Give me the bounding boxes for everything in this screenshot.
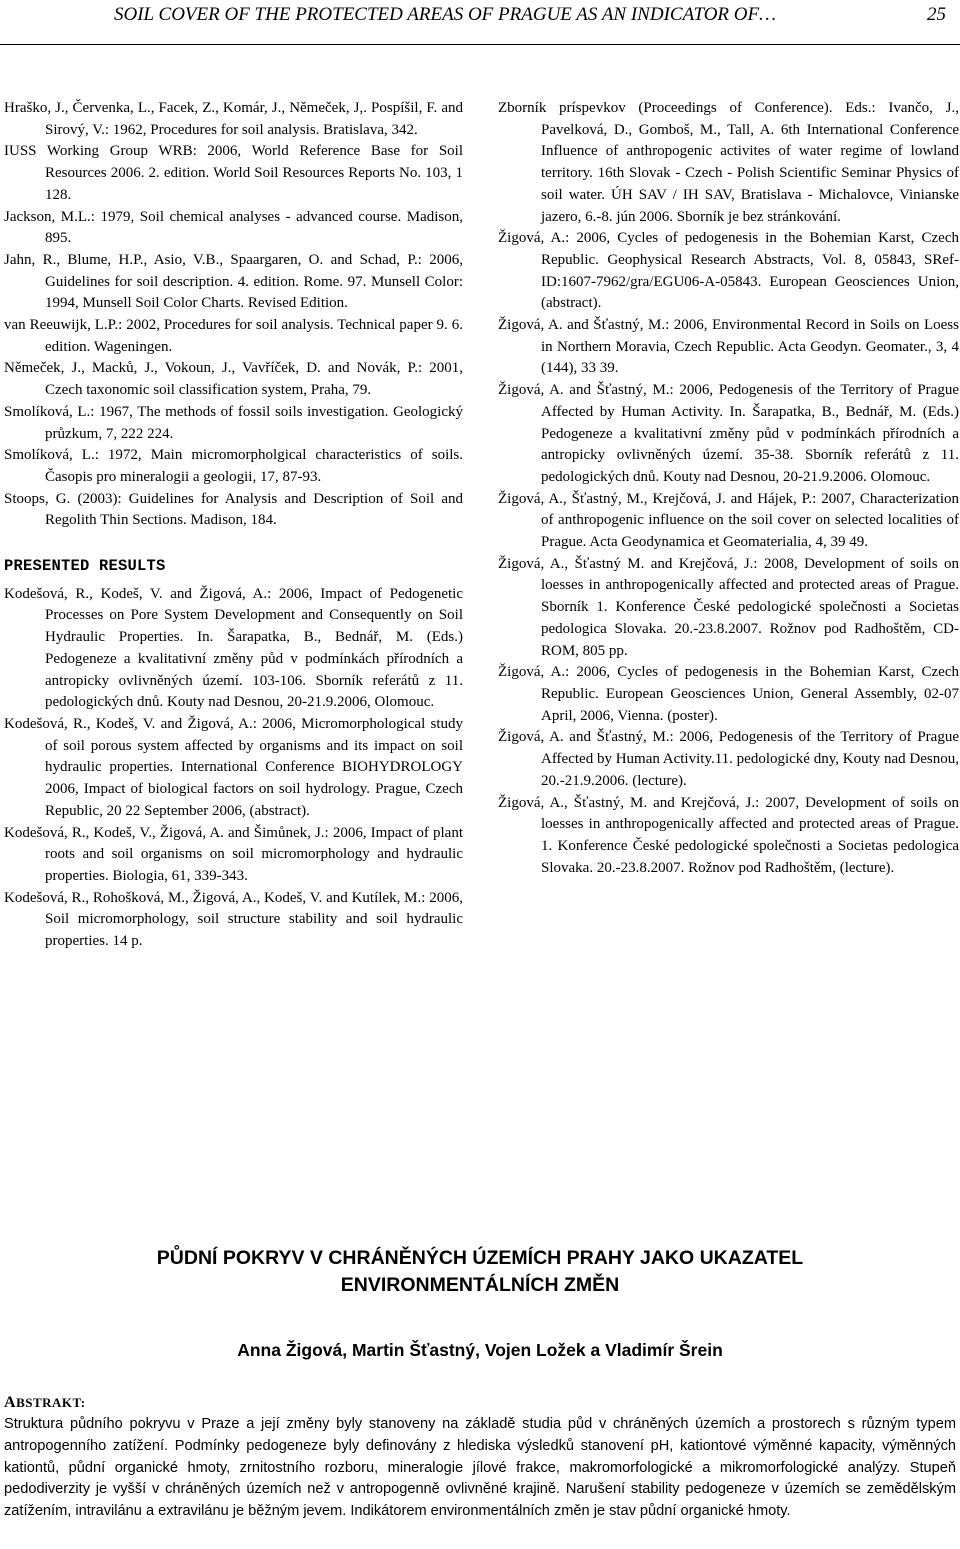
reference-item: Němeček, J., Macků, J., Vokoun, J., Vavříček, D. and Novák, P.: 2001, Czech taxonomic soil classification system, Praha, 79. [4,360,463,399]
reference-item: van Reeuwijk, L.P.: 2002, Procedures for soil analysis. Technical paper 9. 6. edition. Wageningen. [4,317,463,355]
presented-results-heading: PRESENTED RESULTS [4,557,166,576]
reference-item: Jahn, R., Blume, H.P., Asio, V.B., Spaargaren, O. and Schad, P.: 2006, Guidelines for soil description. 4. edition. Rome. 97. Munsell Color: 1994, Munsell Soil Color Charts. Revised Edition. [4,251,463,312]
reference-item: IUSS Working Group WRB: 2006, World Reference Base for Soil Resources 2006. 2. edition. World Soil Resources Reports No. 103, 1 128. [4,143,463,203]
reference-item: Žigová, A.: 2006, Cycles of pedogenesis in the Bohemian Karst, Czech Republic. European Geosciences Union, General Assembly, 02-07 April, 2006, Vienna. (poster). [498,664,959,724]
presented-results-list [4,584,463,953]
reference-list-left [4,98,463,532]
running-head-title: SOIL COVER OF THE PROTECTED AREAS OF PRAGUE AS AN INDICATOR OF… [114,4,776,25]
reference-item: Žigová, A. and Šťastný, M.: 2006, Environmental Record in Soils on Loess in Northern Moravia, Czech Republic. Acta Geodyn. Geomater., 3, 4 (144), 33 39. [498,317,959,377]
abstract-heading-rest: BSTRAKT: [16,1395,86,1410]
reference-item: Žigová, A.: 2006, Cycles of pedogenesis in the Bohemian Karst, Czech Republic. Geophysical Research Abstracts, Vol. 8, 05843, SRef-ID:1607-7962/gra/EGU06-A-05843. European Geosciences Union, (abstract). [498,230,959,312]
czech-title-line-2: ENVIRONMENTÁLNÍCH ZMĚN [340,1274,620,1296]
reference-item: Hraško, J., Červenka, L., Facek, Z., Komár, J., Němeček, J,. Pospíšil, F. and Sirový, V.: 1962, Procedures for soil analysis. Bratislava, 342. [4,100,463,138]
czech-title-line-1: PŮDNÍ POKRYV V CHRÁNĚNÝCH ÚZEMÍCH PRAHY JAKO UKAZATEL [156,1247,804,1269]
reference-item: Žigová, A. and Šťastný, M.: 2006, Pedogenesis of the Territory of Prague Affected by Human Activity.11. pedologické dny, Kouty nad Desnou, 20.-21.9.2006. (lecture). [498,729,959,789]
reference-item: Žigová, A., Šťastný, M., Krejčová, J. and Hájek, P.: 2007, Characterization of anthropogenic influence on the soil cover on selected localities of Prague. Acta Geodynamica et Geomaterialia, 4, 39 49. [498,490,959,551]
result-item: Kodešová, R., Kodeš, V. and Žigová, A.: 2006, Impact of Pedogenetic Processes on Pore System Development and Consequently on Soil Hydraulic Properties. In. Šarapatka, B., Bednář, M. (Eds.) Pedogeneze a kvalitativní změny půd v podmínkách přírodních a antropicky ovlivněných území. 103-106. Sborník referátů z 11. pedologických dnů. Kouty nad Desnou, 20-21.9.2006, Olomouc. [4,585,463,711]
abstract-heading [4,1394,86,1412]
reference-item: Smolíková, L.: 1972, Main micromorpholgical characteristics of soils. Časopis pro mineralogii a geologii, 17, 87-93. [4,447,463,485]
left-column [4,98,463,953]
author-list: Anna Žigová, Martin Šťastný, Vojen Ložek a Vladimír Šrein [237,1340,723,1360]
reference-item: Zborník príspevkov (Proceedings of Conference). Eds.: Ivančo, J., Pavelková, D., Gomboš, M., Tall, A. 6th International Conference Influence of anthropogenic activites of water regime of lowland territory. 16th Slovak - Czech - Polish Scientific Seminar Physics of soil water. ÚH SAV / IH SAV, Bratislava - Michalovce, Vinianske jazero, 6.-8. jún 2006. Sborník je bez stránkování. [498,100,959,225]
abstract-heading-initial: A [4,1394,17,1411]
reference-item: Žigová, A., Šťastný M. and Krejčová, J.: 2008, Development of soils on loesses in anthropogenically affected and protected areas of Prague. Sborník 1. Konference České pedologické společnosti a Societas pedologica Slovaka. 20.-23.8.2007. Rožnov pod Radhoštěm, CD-ROM, 805 pp. [498,555,959,659]
reference-item: Stoops, G. (2003): Guidelines for Analysis and Description of Soil and Regolith Thin Sections. Madison, 184. [4,490,463,529]
reference-item: Jackson, M.L.: 1979, Soil chemical analyses - advanced course. Madison, 895. [4,208,463,247]
right-column [498,98,959,879]
reference-item: Žigová, A., Šťastný, M. and Krejčová, J.: 2007, Development of soils on loesses in anthropogenically affected and protected areas of Prague. 1. Konference České pedologické společnosti a Societas pedologica Slovaka. 20.-23.8.2007. Rožnov pod Radhoštěm, (lecture). [498,794,959,876]
result-item: Kodešová, R., Kodeš, V. and Žigová, A.: 2006, Micromorphological study of soil porous system affected by organisms and its impact on soil hydraulic properties. International Conference BIOHYDROLOGY 2006, Impact of biological factors on soil hydrology. Prague, Czech Republic, 20 22 September 2006, (abstract). [4,715,463,819]
running-head [0,0,960,45]
abstract-body: Struktura půdního pokryvu v Praze a její změny byly stanoveny na základě studia půd v chráněných územích a prostorech s různým typem antropogenního zatížení. Podmínky pedogeneze byly definovány z hlediska výsledků stanovení pH, kationtové výměnné kapacity, výměnných kationtů, půdní organické hmoty, zrnitostního rozboru, mineralogie jílové frakce, makromorfologické a mikromorfologické analýzy. Stupeň pedodiverzity je vyšší v chráněných územích než v antropogenně ovlivněné krajině. Narušení stability pedogeneze v územích se zemědělským zatížením, intravilánu a extravilánu je běžným jevem. Indikátorem environmentálních změn je stav půdní organické hmoty. [4,1416,956,1520]
czech-article-title [0,1245,960,1299]
reference-item: Žigová, A. and Šťastný, M.: 2006, Pedogenesis of the Territory of Prague Affected by Human Activity. In. Šarapatka, B., Bednář, M. (Eds.) Pedogeneze a kvalitativní změny půd v podmínkách přírodních a antropicky ovlivněných území. 35-38. Sborník referátů z 11. pedologických dnů. Kouty nad Desnou, 20-21.9.2006. Olomouc. [498,382,959,485]
page-number: 25 [927,4,946,25]
result-item: Kodešová, R., Rohošková, M., Žigová, A., Kodeš, V. and Kutílek, M.: 2006, Soil micromorphology, soil structure stability and soil hydraulic properties. 14 p. [4,889,463,950]
result-item: Kodešová, R., Kodeš, V., Žigová, A. and Šimůnek, J.: 2006, Impact of plant roots and soil organisms on soil micromorphology and hydraulic properties. Biologia, 61, 339-343. [4,824,463,884]
reference-item: Smolíková, L.: 1967, The methods of fossil soils investigation. Geologický průzkum, 7, 222 224. [4,403,463,442]
